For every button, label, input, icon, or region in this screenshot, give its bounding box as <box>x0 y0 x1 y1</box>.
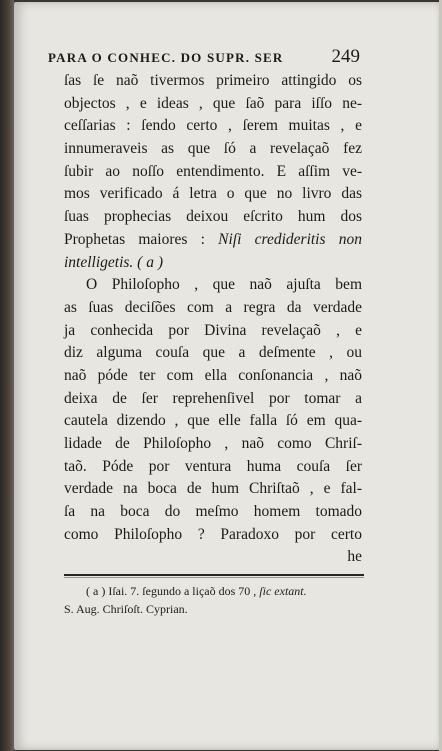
text-line: ſuas prophecias deixou eſcrito hum dos <box>64 208 362 226</box>
text-line: lidade de Philoſopho , naõ como Chriſ- <box>64 435 362 452</box>
footnote-italic: ſic extant. <box>259 584 307 598</box>
latin-quote-end: intelligetis. ( a ) <box>64 253 164 271</box>
footnote-line <box>64 582 364 600</box>
page-number: 249 <box>331 46 360 67</box>
text-line: innumeraveis as que ſó a revelaçaõ fez <box>64 140 362 158</box>
paragraph-first-line: O Philoſopho , que naõ ajuſta bem <box>86 276 362 294</box>
footnote-line: S. Aug. Chriſoſt. Cyprian. <box>64 602 188 616</box>
text-line: ſas ſe naõ tivermos primeiro attingido os <box>64 72 362 89</box>
page-header <box>48 46 360 68</box>
text-line: ſa na boca do meſmo homem tomado <box>64 503 362 521</box>
text-line: diz alguma couſa que a deſmente , ou <box>64 344 362 362</box>
book-spine <box>0 0 14 751</box>
text-segment: Prophetas maiores : <box>64 230 205 248</box>
body-text <box>64 70 362 569</box>
text-line: cautela dizendo , que elle falla ſó em qua- <box>64 412 362 430</box>
text-line: mos verificado á letra o que no livro das <box>64 185 362 203</box>
text-line: verdade na boca de hum Chriſtaõ , e fal- <box>64 480 362 498</box>
text-line: deixa de ſer reprehenſivel por tomar a <box>64 389 362 407</box>
text-line: ja conhecida por Divina revelaçaõ , e <box>64 321 362 339</box>
running-head: PARA O CONHEC. DO SUPR. SER <box>48 50 284 65</box>
text-line <box>64 252 362 275</box>
footnote <box>64 582 364 618</box>
text-line: taõ. Póde por ventura huma couſa ſer <box>64 457 362 475</box>
text-line: como Philoſopho ? Paradoxo por certo <box>64 525 362 543</box>
text-line: ſubir ao noſſo entendimento. E aſſim ve- <box>64 162 362 180</box>
catchword: he <box>347 548 362 566</box>
latin-quote: Niſi credideritis non <box>218 230 362 248</box>
text-line: ceſſarias : ſendo certo , ſerem muitas , e <box>64 117 362 135</box>
text-line: objectos , e ideas , que ſaõ para iſſo ne- <box>64 94 362 112</box>
text-line: as ſuas deciſões com a regra da verdade <box>64 298 362 316</box>
footnote-rule <box>64 574 364 576</box>
text-line: naõ póde ter com ella conſonancia , naõ <box>64 366 362 384</box>
footnote-text: ( a ) Iſai. 7. ſegundo a liçaõ dos 70 , <box>86 584 257 598</box>
text-line-with-quote <box>64 229 362 252</box>
